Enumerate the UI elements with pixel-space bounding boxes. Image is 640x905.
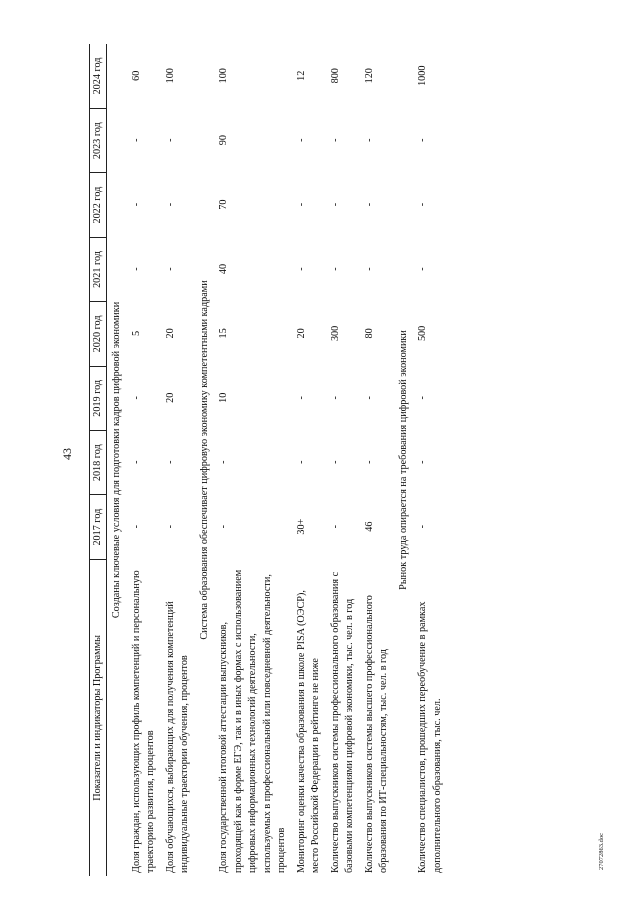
indicator-value: - xyxy=(417,460,429,464)
indicator-value: - xyxy=(164,267,176,271)
indicator-value: 120 xyxy=(363,68,375,84)
indicator-value: 800 xyxy=(329,68,341,84)
indicator-value: 46 xyxy=(363,521,375,532)
indicator-name: Доля государственной итоговой аттестации выпускников, проходящей как в форме ЕГЭ, так и в иных формах с использованием цифровых информационных технологий деятельности, используемых в профессиональной или повседневной деятельности, процентов xyxy=(218,569,288,873)
indicator-value: 90 xyxy=(218,135,230,146)
indicator-name: Доля обучающихся, выбирающих для получения компетенций индивидуальные траектории обучения, процентов xyxy=(164,601,191,873)
indicator-value: 15 xyxy=(218,328,230,339)
indicator-value: - xyxy=(329,524,341,529)
indicator-name: Количество выпускников системы высшего профессионального образования по ИТ-специальностям, тыс. чел. в год xyxy=(363,595,390,873)
indicator-value: 1000 xyxy=(417,65,429,86)
indicator-name: Количество специалистов, прошедших переобучение в рамках дополнительного образования, тыс. чел. xyxy=(417,601,443,873)
header-year-2019: 2019 год xyxy=(90,366,107,430)
indicator-value: - xyxy=(164,202,176,207)
indicator-value: 20 xyxy=(164,328,176,339)
indicator-value: 20 xyxy=(164,392,176,403)
header-year-2020: 2020 год xyxy=(90,302,107,366)
indicator-value: - xyxy=(329,138,341,142)
indicator-value: - xyxy=(218,524,230,529)
indicator-value: - xyxy=(363,396,375,400)
indicator-value: - xyxy=(164,460,176,464)
indicator-value: - xyxy=(130,202,142,207)
indicator-value: 40 xyxy=(218,263,230,275)
indicator-value: 70 xyxy=(218,199,230,210)
indicator-value: - xyxy=(130,267,142,271)
page-number: 43 xyxy=(60,448,74,460)
rotated-table-container xyxy=(89,44,599,876)
indicator-value: 80 xyxy=(363,328,375,339)
indicator-value: 5 xyxy=(130,330,142,336)
indicator-value: - xyxy=(417,202,429,207)
table-row xyxy=(326,44,360,876)
indicator-value: 12 xyxy=(295,70,307,81)
section-header xyxy=(107,44,127,876)
indicator-value: - xyxy=(295,138,307,142)
header-year-2023: 2023 год xyxy=(90,108,107,172)
table-row xyxy=(360,44,394,876)
section-title: Рынок труда опирается на требования цифровой экономики xyxy=(397,330,409,590)
indicator-value: - xyxy=(130,138,142,142)
section-header xyxy=(195,44,214,876)
indicator-value: - xyxy=(130,396,142,400)
indicator-name: Количество выпускников системы профессионального образования с базовыми компетенциями цифровой экономики, тыс. чел. в год xyxy=(329,571,356,873)
indicator-value: - xyxy=(164,138,176,142)
indicator-value: 60 xyxy=(130,70,142,81)
header-year-2018: 2018 год xyxy=(90,431,107,495)
indicator-value: - xyxy=(417,396,429,400)
indicator-value: - xyxy=(417,524,429,529)
indicator-value: 30+ xyxy=(295,518,307,535)
header-year-2024: 2024 год xyxy=(90,44,107,108)
indicator-value: 20 xyxy=(295,328,307,339)
table-row xyxy=(127,44,161,876)
table-header-row xyxy=(90,44,107,876)
header-indicators: Показатели и индикаторы Программы xyxy=(90,559,107,876)
header-year-2017: 2017 год xyxy=(90,495,107,559)
indicator-value: - xyxy=(329,460,341,464)
footer-doc-reference: 27072863.doc xyxy=(598,832,605,870)
indicator-value: 100 xyxy=(218,68,230,84)
indicator-value: - xyxy=(363,202,375,207)
indicator-value: - xyxy=(295,396,307,400)
indicator-value: - xyxy=(164,524,176,529)
indicator-value: - xyxy=(218,460,230,464)
table-row xyxy=(292,44,326,876)
indicator-value: 10 xyxy=(218,392,230,403)
table-row xyxy=(214,44,291,876)
indicators-table xyxy=(89,44,447,876)
header-year-2022: 2022 год xyxy=(90,173,107,237)
indicator-value: - xyxy=(329,396,341,400)
section-header xyxy=(394,44,413,876)
section-title: Система образования обеспечивает цифровую экономику компетентными кадрами xyxy=(198,280,210,640)
indicator-value: - xyxy=(417,267,429,271)
indicator-value: - xyxy=(363,138,375,142)
indicator-value: 300 xyxy=(329,325,341,342)
indicator-name: Доля граждан, использующих профиль компетенций и персональную траекторию развития, процентов xyxy=(130,570,157,873)
indicator-name: Мониторинг оценки качества образования в школе PISA (ОЭСР), место Российской Федерации в рейтинге не ниже xyxy=(295,590,322,873)
indicator-value: - xyxy=(130,524,142,529)
section-title: Созданы ключевые условия для подготовки кадров цифровой экономики xyxy=(111,301,123,619)
indicator-value: - xyxy=(363,267,375,271)
indicator-value: 500 xyxy=(417,325,429,342)
indicator-value: - xyxy=(130,460,142,464)
header-year-2021: 2021 год xyxy=(90,237,107,301)
indicator-value: - xyxy=(295,202,307,207)
table-row xyxy=(161,44,195,876)
indicator-value: - xyxy=(295,267,307,271)
indicator-value: - xyxy=(329,202,341,207)
indicator-value: - xyxy=(329,267,341,271)
indicator-value: - xyxy=(417,138,429,142)
indicator-value: - xyxy=(295,460,307,464)
indicator-value: - xyxy=(363,460,375,464)
table-row xyxy=(413,44,447,876)
indicator-value: 100 xyxy=(164,68,176,84)
